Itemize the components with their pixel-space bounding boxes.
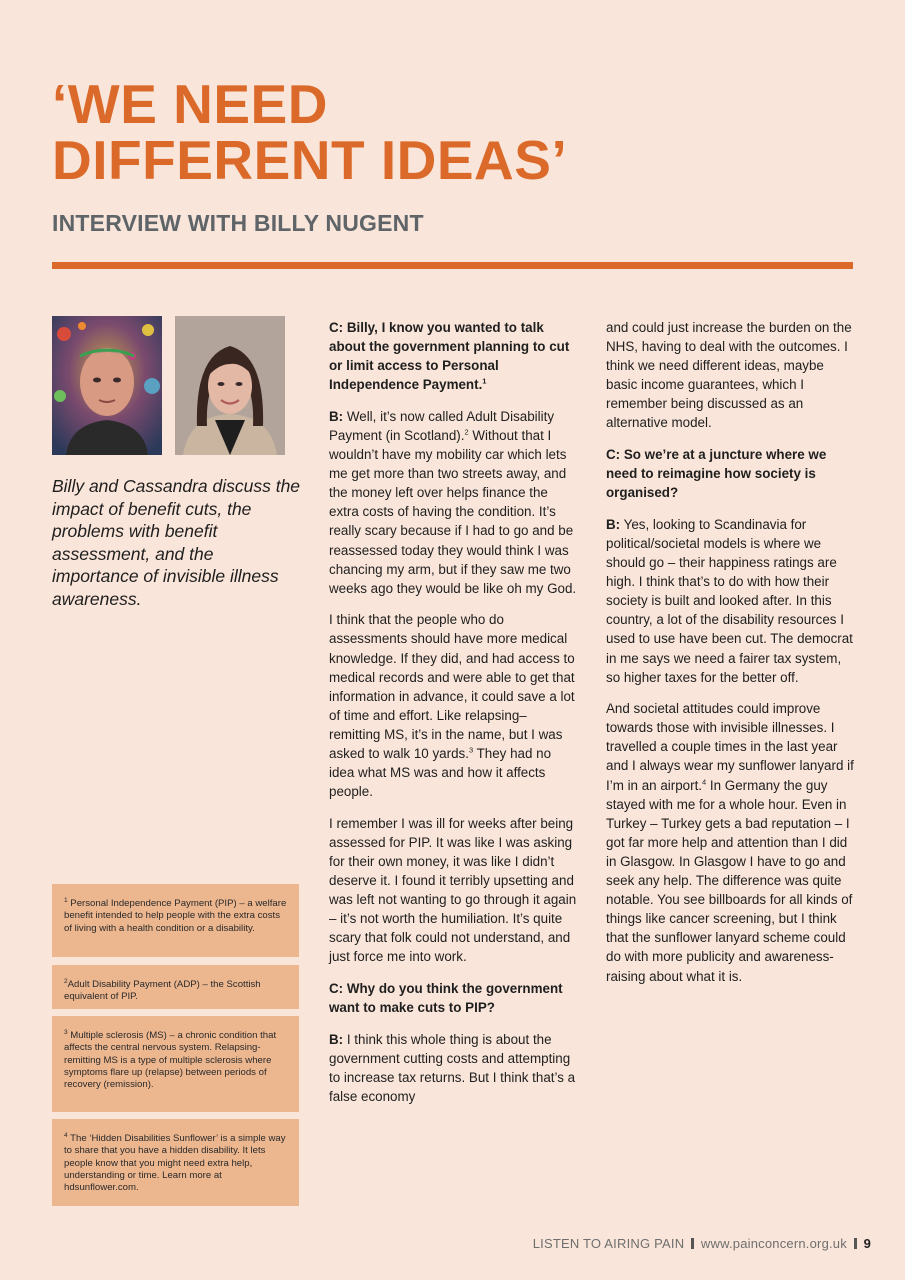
article-subtitle: INTERVIEW WITH BILLY NUGENT — [52, 210, 424, 236]
billy-photo — [52, 316, 162, 455]
title-line-1: ‘WE NEED — [52, 73, 328, 135]
footer-url[interactable]: www.painconcern.org.uk — [700, 1236, 847, 1251]
footnote-1 — [52, 884, 299, 957]
title-line-2: DIFFERENT IDEAS’ — [52, 129, 568, 191]
footnote-text: Adult Disability Payment (ADP) – the Scottish equivalent of PIP. — [64, 979, 261, 1003]
separator-bar — [691, 1238, 694, 1249]
footnote-ref: 2 — [464, 427, 469, 437]
article-title — [52, 73, 852, 191]
page-footer — [533, 1236, 871, 1251]
paragraph-text: And societal attitudes could improve towards those with invisible illnesses. I travelled a couple times in the last year and I always wear my sunflower lanyard if I’m in an airport. — [606, 701, 854, 793]
footnote-text: Multiple sclerosis (MS) – a chronic condition that affects the central nervous system. Relapsing-remitting MS is a type of multiple sclerosis where symptoms flare up (relapse) between periods of recovery (remission). — [64, 1030, 277, 1091]
separator-bar — [854, 1238, 857, 1249]
footnote-number: 1 — [64, 897, 68, 904]
cassandra-photo — [175, 316, 285, 455]
footnote-ref: 1 — [482, 376, 487, 386]
article-column-1 — [329, 318, 577, 1119]
footnote-ref: 3 — [468, 745, 474, 755]
page-number: 9 — [863, 1236, 871, 1251]
answer-text: Yes, looking to Scandinavia for political/societal models is where we should go – their happiness ratings are high. I think that’s to do with how their society is built and looked after. In this country, a lot of the disability resources I used to use have been cut. The democrat in me says we need a fairer tax system, so higher taxes for the better off. — [606, 516, 853, 685]
orange-divider — [52, 262, 853, 269]
paragraph-text: They had no idea what MS was and how it affects people. — [329, 745, 552, 800]
footnote-text: The ‘Hidden Disabilities Sunflower’ is a simple way to share that you have a hidden disability. It lets people know that you might need extra help, understanding or time. Learn more at hdsunflower.com. — [64, 1133, 286, 1194]
question-1 — [329, 318, 577, 394]
paragraph-continued: and could just increase the burden on the NHS, having to deal with the outcomes. I think we need different ideas, maybe basic income guarantees, which I remember being discussed as an alternative model. — [606, 320, 852, 431]
paragraph-2 — [329, 610, 577, 801]
footnote-number: 3 — [64, 1029, 68, 1036]
footnote-number: 4 — [64, 1132, 68, 1139]
speaker-label: B: — [606, 516, 621, 532]
footnote-text: Personal Independence Payment (PIP) – a welfare benefit intended to help people with the extra costs of living with a health condition or a disability. — [64, 898, 287, 934]
footnote-ref: 4 — [702, 777, 707, 787]
answer-1 — [329, 407, 577, 598]
footer-label: LISTEN TO AIRING PAIN — [532, 1236, 685, 1251]
answer-3 — [606, 515, 854, 687]
paragraph-3: I remember I was ill for weeks after being assessed for PIP. It was like I was asking for their own money, it was like I didn’t deserve it. I found it terribly upsetting and was left not wanting to go through it again – it’s not worth the humiliation. It’s quite scary that folk could not understand, and just force me into work. — [329, 815, 577, 965]
footnote-2 — [52, 965, 299, 1009]
paragraph-text: I think that the people who do assessments should have more medical knowledge. If they did, and had access to medical records and were able to get that information in advance, it could save a lot of time and effort. Like relapsing–remitting MS, it’s in the name, but I was asked to walk 10 yards. — [329, 612, 575, 761]
footnote-3 — [52, 1016, 299, 1112]
answer-text: I think this whole thing is about the government cutting costs and attempting to increase tax returns. But I think that’s a false economy — [329, 1031, 576, 1104]
answer-2 — [329, 1030, 577, 1106]
question-3: C: So we’re at a juncture where we need to reimagine how society is organised? — [606, 447, 827, 501]
paragraph-text: In Germany the guy stayed with me for a whole hour. Even in Turkey – Turkey gets a bad reputation – I got far more help and attention than I did in Glasgow. In Glasgow I have to go and seek any help. The difference was quite notable. You see billboards for all kinds of things like cancer screening, but I think that the sunflower lanyard scheme could do with more publicity and awareness-raising about what it is. — [606, 777, 853, 984]
answer-text: Without that I wouldn’t have my mobility car which lets me get more than two streets away, and the money left over helps finance the extra costs of having the condition. It’s really scary because if I had to go and be reassessed today they would think I was chancing my arm, but if they saw me two weeks ago they would be like oh my God. — [329, 427, 577, 596]
footnote-4 — [52, 1119, 299, 1206]
intro-text: Billy and Cassandra discuss the impact of benefit cuts, the problems with benefit assessment, and the importance of invisible illness awareness. — [52, 476, 301, 609]
question-text: C: Billy, I know you wanted to talk about the government planning to cut or limit access to Personal Independence Payment. — [329, 320, 570, 393]
paragraph-4 — [606, 699, 854, 985]
footnote-number: 2 — [64, 978, 68, 985]
speaker-label: B: — [329, 408, 344, 424]
question-2: C: Why do you think the government want to make cuts to PIP? — [329, 981, 563, 1016]
speaker-label: B: — [329, 1031, 344, 1047]
answer-text: Well, it’s now called Adult Disability Payment (in Scotland). — [329, 408, 555, 443]
article-column-2 — [606, 318, 854, 998]
